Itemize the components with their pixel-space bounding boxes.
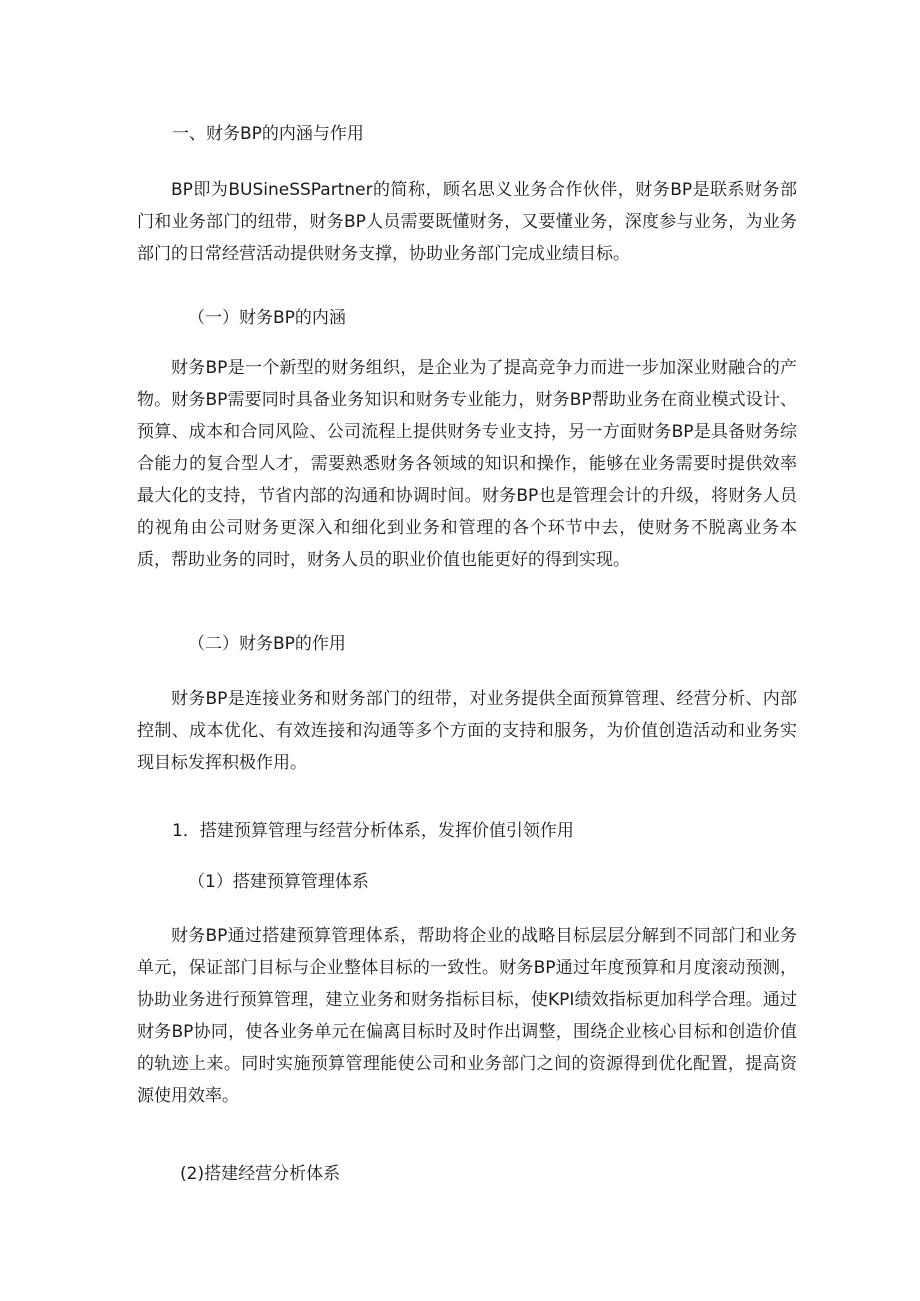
section-heading-1: 一、财务BP的内涵与作用 <box>172 124 364 144</box>
paragraph-role: 财务BP是连接业务和财务部门的纽带，对业务提供全面预算管理、经营分析、内部控制、成本优化、有效连接和沟通等多个方面的支持和服务，为价值创造活动和业务实现目标发挥积极作用。 <box>137 689 797 773</box>
item-heading-1: 1．搭建预算管理与经营分析体系，发挥价值引领作用 <box>172 821 574 841</box>
subsection-heading-role: （二）财务BP的作用 <box>188 634 346 654</box>
paragraph-bp-definition: BP即为BUSineSSPartner的简称，顾名思义业务合作伙伴，财务BP是联系财务部门和业务部门的纽带，财务BP人员需要既懂财务，又要懂业务，深度参与业务，为业务部门的日常经营活动提供财务支撑，协助业务部门完成业绩目标。 <box>137 180 797 264</box>
paragraph-connotation: 财务BP是一个新型的财务组织，是企业为了提高竞争力而进一步加深业财融合的产物。财务BP需要同时具备业务知识和财务专业能力，财务BP帮助业务在商业模式设计、预算、成本和合同风险、公司流程上提供财务专业支持，另一方面财务BP是具备财务综合能力的复合型人才，需要熟悉财务各领域的知识和操作，能够在业务需要时提供效率最大化的支持，节省内部的沟通和协调时间。财务BP也是管理会计的升级，将财务人员的视角由公司财务更深入和细化到业务和管理的各个环节中去，使财务不脱离业务本质，帮助业务的同时，财务人员的职业价值也能更好的得到实现。 <box>137 358 797 570</box>
subitem-heading-budget: （1）搭建预算管理体系 <box>188 872 369 892</box>
paragraph-budget-system: 财务BP通过搭建预算管理体系，帮助将企业的战略目标层层分解到不同部门和业务单元，保证部门目标与企业整体目标的一致性。财务BP通过年度预算和月度滚动预测，协助业务进行预算管理，建立业务和财务指标目标，使KPI绩效指标更加科学合理。通过财务BP协同，使各业务单元在偏离目标时及时作出调整，围绕企业核心目标和创造价值的轨迹上来。同时实施预算管理能使公司和业务部门之间的资源得到优化配置，提高资源使用效率。 <box>137 926 797 1106</box>
subsection-heading-connotation: （一）财务BP的内涵 <box>188 308 346 328</box>
subitem-heading-analysis: (2)搭建经营分析体系 <box>180 1164 341 1184</box>
